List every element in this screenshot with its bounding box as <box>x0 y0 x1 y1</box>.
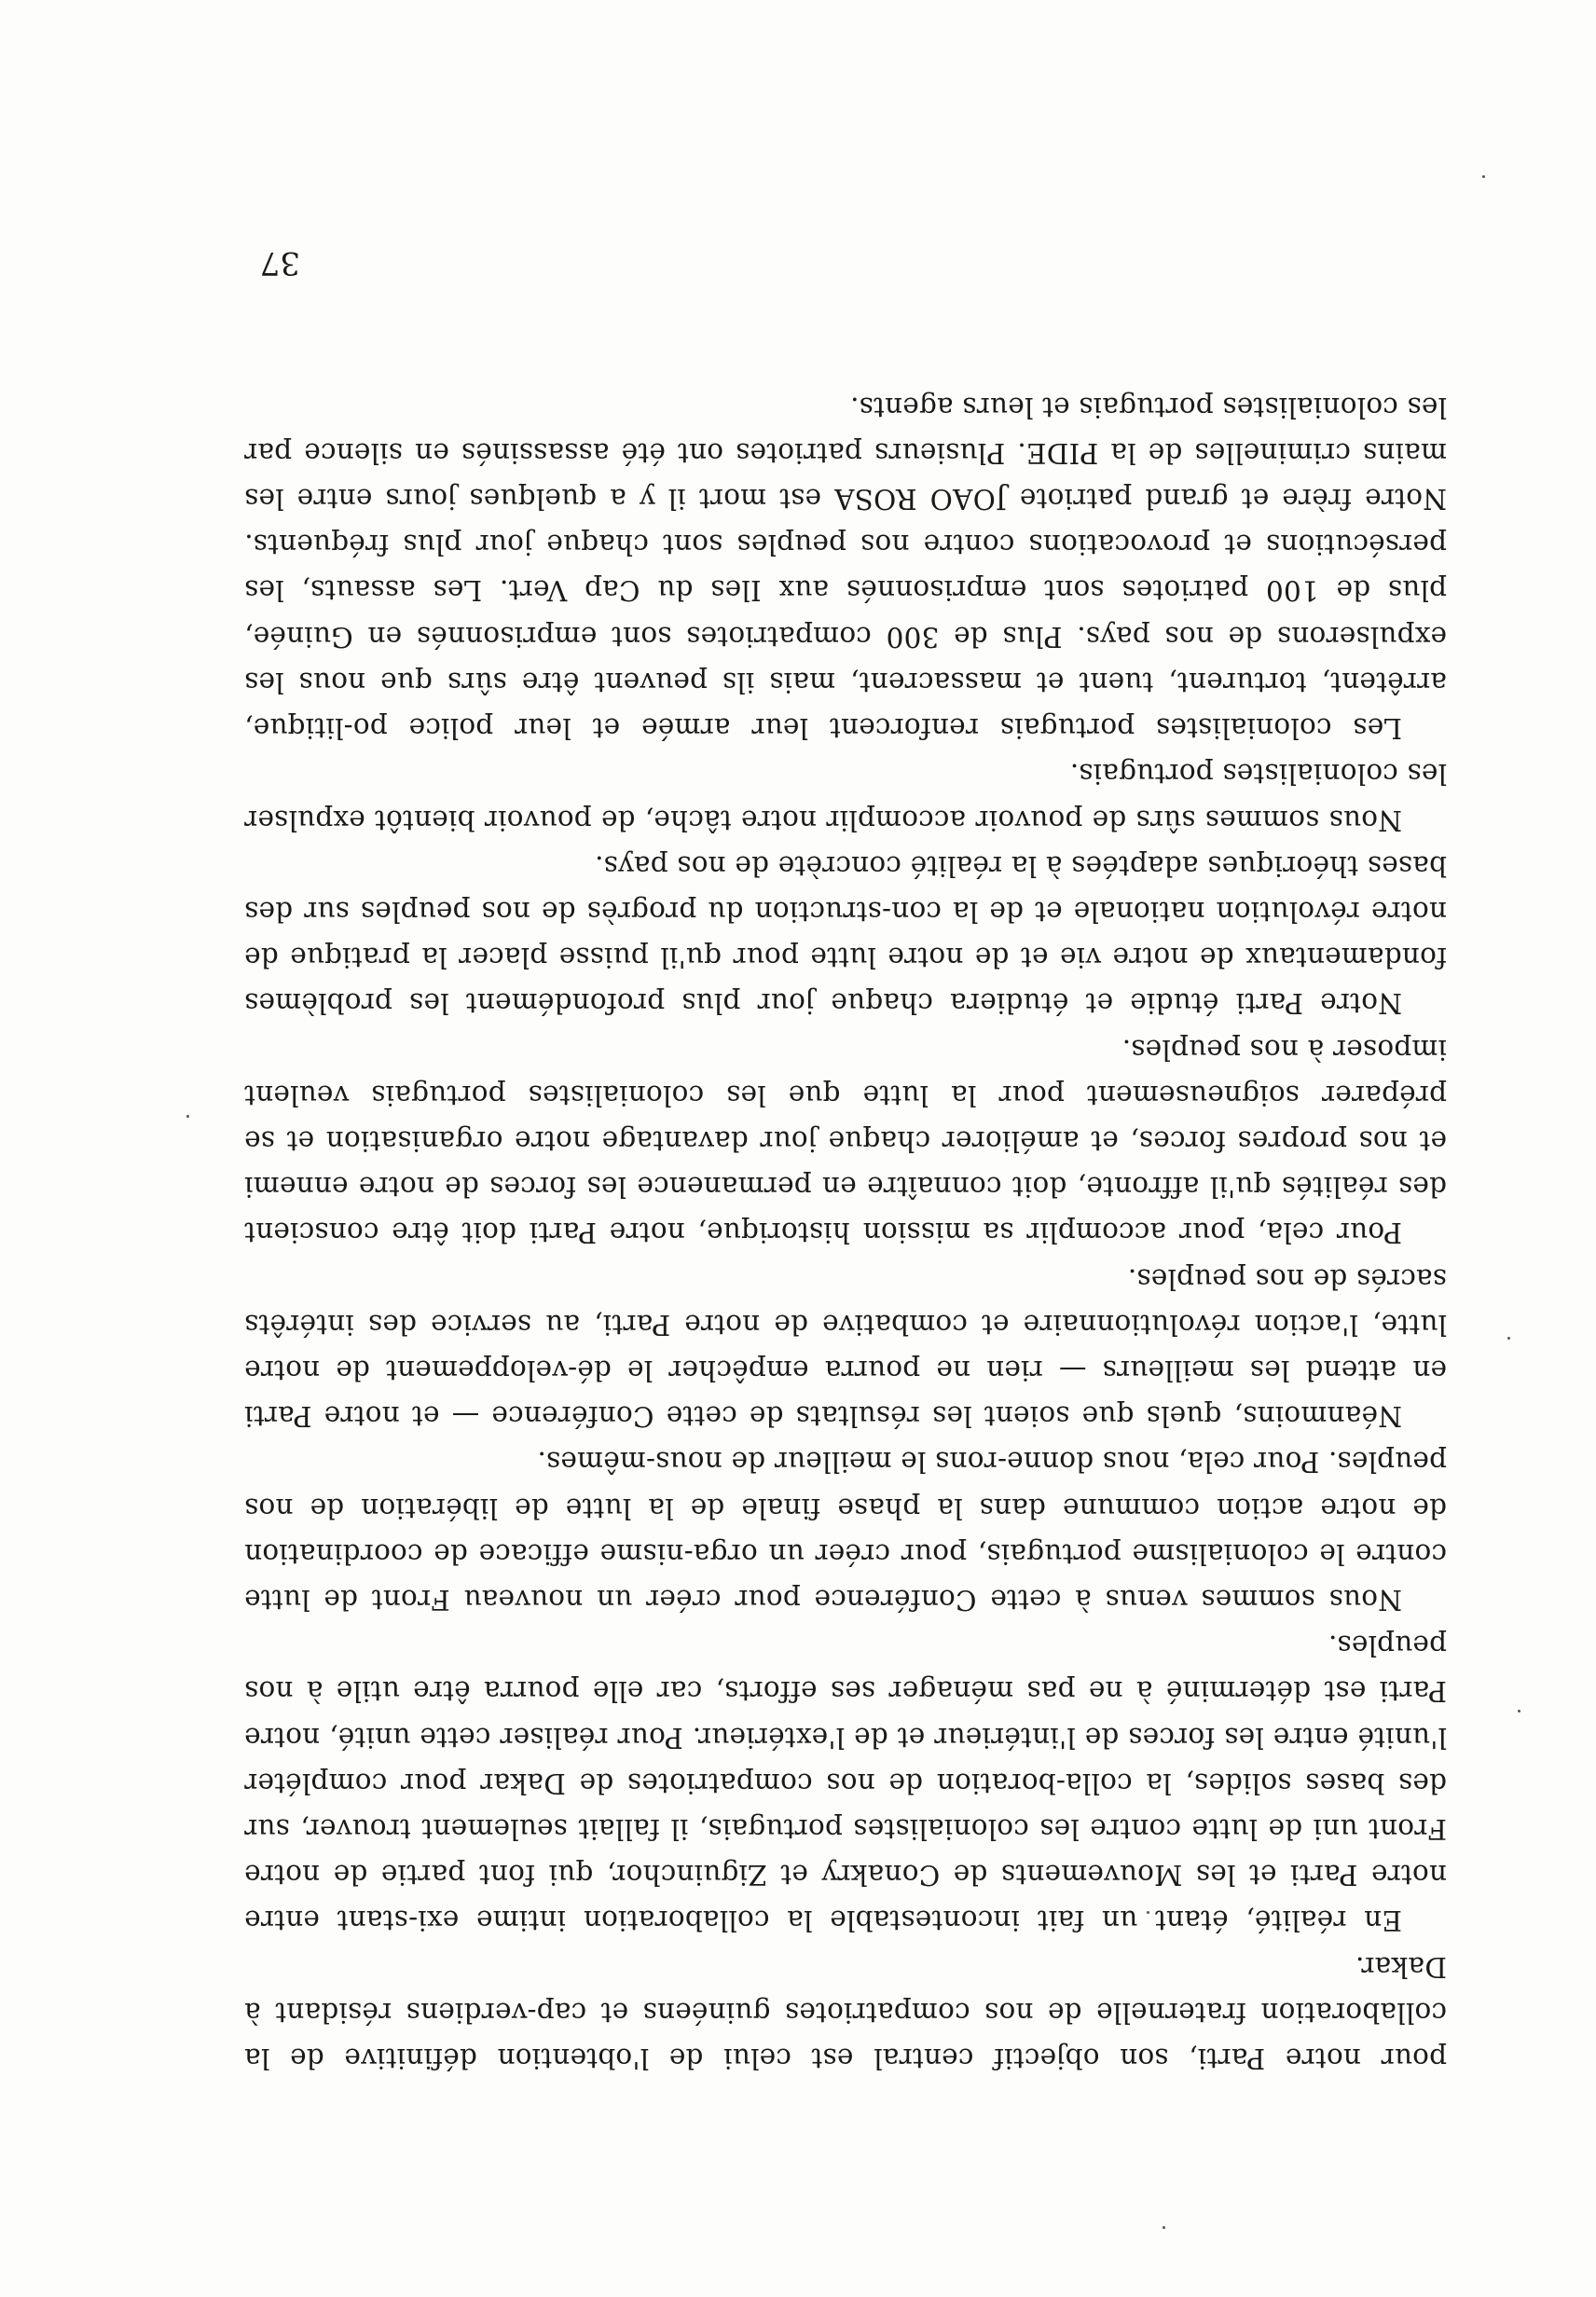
paragraph-1: pour notre Parti, son objectif central est celui de l'obtention définitive de la collaboration fraternelle de nos compatriotes guinéens et cap-verdiens résidant à Dakar. <box>244 1950 1447 2074</box>
paragraph-4: Néanmoins, quels que soient les résultats de cette Conférence — et notre Parti en attend les meilleurs — rien ne pourra empêcher le dé-veloppement de notre lutte, l'action révolutionnaire et combative de notre Parti, au service des intérêts sacrés de nos peuples. <box>244 1262 1447 1433</box>
paragraph-2: En réalité, étant un fait incontestable la collaboration intime exi-stant entre notre Parti et les Mouvements de Conakry et Ziguinchor, qui font partie de notre Front uni de lutte contre les colonialistes portugais, il fallait seulement trouver, sur des bases solides, la colla-boration de nos compatriotes de Dakar pour compléter l'unité entre les forces de l'intérieur et de l'extérieur. Pour réaliser cette unité, notre Parti est déterminé à ne pas ménager ses efforts, car elle pourra être utile à nos peuples. <box>244 1630 1447 1937</box>
page-number: 37 <box>259 244 300 282</box>
body-text <box>244 383 1447 2081</box>
paragraph-6: Notre Parti étudie et étudiera chaque jour plus profondément les problèmes fondamentaux de notre vie et de notre lutte pour qu'il puisse placer la pratique de notre révolution nationale et de la con-struction du progrès de nos peuples sur des bases théoriques adaptées à la réalité concrète de nos pays. <box>244 849 1447 1020</box>
paragraph-8: Les colonialistes portugais renforcent leur armée et leur police po-litique, arrêtent, torturent, tuent et massacrent, mais ils peuvent être sûrs que nous les expulserons de nos pays. Plus de 300 compatriotes sont emprisonnés en Guinée, plus de 100 patriotes sont emprisonnés aux Iles du Cap Vert. Les assauts, les persécutions et provocations contre nos peuples sont chaque jour plus fréquents. Notre frère et grand patriote JOAO ROSA est mort il y a quelques jours entre les mains criminelles de la PIDE. Plusieurs patriotes ont été assassinés en silence par les colonialistes portugais et leurs agents. <box>244 391 1447 745</box>
paragraph-3: Nous sommes venus à cette Conférence pour créer un nouveau Front de lutte contre le colonialisme portugais, pour créer un orga-nisme efficace de coordination de notre action commune dans la phase finale de la lutte de libération de nos peuples. Pour cela, nous donne-rons le meilleur de nous-mêmes. <box>244 1446 1447 1616</box>
paragraph-5: Pour cela, pour accomplir sa mission historique, notre Parti doit être conscient des réalités qu'il affronte, doit connaître en permanence les forces de notre ennemi et nos propres forces, et améliorer chaque jour davantage notre organisation et se préparer soigneusement pour la lutte que les colonialistes portugais veulent imposer à nos peuples. <box>244 1033 1447 1249</box>
paragraph-7: Nous sommes sûrs de pouvoir accomplir notre tâche, de pouvoir bientôt expulser les colonialistes portugais. <box>244 758 1447 836</box>
